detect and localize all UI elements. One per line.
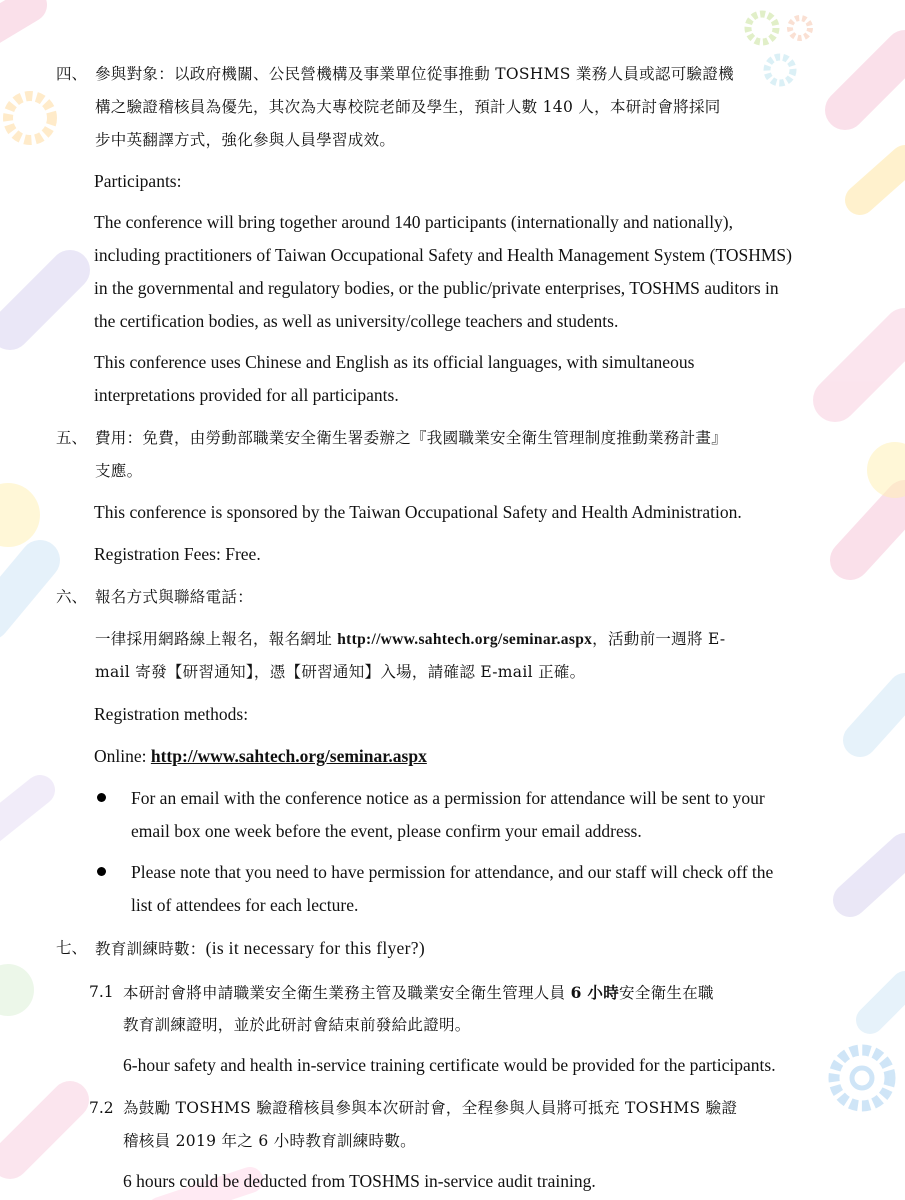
section-6-zh-line-1: [95, 623, 725, 656]
registration-url[interactable]: http://www.sahtech.org/seminar.aspx: [337, 631, 593, 648]
registration-methods-label: Registration methods:: [94, 704, 249, 724]
item-number: 7.2: [89, 1099, 114, 1117]
participants-para-line-3: in the governmental and regulatory bodies, or the public/private enterprises, TOSHMS auditors in: [94, 278, 779, 298]
item-7-2-en: 6 hours could be deducted from TOSHMS in-service audit training.: [123, 1171, 596, 1191]
item-7-1-zh-line-1: [123, 976, 714, 1010]
section-5-zh-line-2: 支應。: [95, 462, 143, 480]
zh-text: ，活動前一週將 E-: [592, 630, 726, 648]
section-6-zh-line-2: mail 寄發【研習通知】，憑【研習通知】入場，請確認 E-mail 正確。: [95, 663, 586, 681]
section-7-title: [95, 932, 425, 966]
bullet-icon: [97, 793, 106, 802]
item-7-2-zh-line-1: 為鼓勵 TOSHMS 驗證稽核員參與本次研討會，全程參與人員將可抵充 TOSHMS 驗證: [123, 1099, 738, 1117]
sponsor-text: This conference is sponsored by the Taiwan Occupational Safety and Health Administration.: [94, 502, 742, 522]
zh-text: 本研討會將申請職業安全衛生業務主管及職業安全衛生管理人員: [123, 984, 571, 1002]
online-line: [94, 740, 427, 773]
item-7-1-en: 6-hour safety and health in-service training certificate would be provided for the participants.: [123, 1055, 776, 1075]
section-4-zh-line-2: 構之驗證稽核員為優先，其次為大專校院老師及學生，預計人數 140 人，本研討會將採同: [95, 98, 721, 116]
section-5-zh-line-1: 費用：免費，由勞動部職業安全衛生署委辦之『我國職業安全衛生管理制度推動業務計畫』: [95, 429, 728, 447]
item-7-2-zh-line-2: 稽核員 2019 年之 6 小時教育訓練時數。: [123, 1132, 416, 1150]
online-url-link[interactable]: http://www.sahtech.org/seminar.aspx: [150, 746, 427, 766]
participants-para-line-4: the certification bodies, as well as university/college teachers and students.: [94, 311, 619, 331]
section-4-zh-line-3: 步中英翻譯方式，強化參與人員學習成效。: [95, 131, 396, 149]
bullet-icon: [97, 867, 106, 876]
online-label: Online:: [94, 746, 151, 766]
bullet-1-line-2: email box one week before the event, please confirm your email address.: [131, 821, 642, 841]
section-7-title-zh: 教育訓練時數：: [95, 940, 206, 958]
zh-bold-text: 6 小時: [570, 983, 620, 1002]
section-number: 七、: [56, 939, 88, 957]
bullet-2-line-2: list of attendees for each lecture.: [131, 895, 359, 915]
participants-para-line-1: The conference will bring together around 140 participants (internationally and nationally),: [94, 212, 734, 232]
section-4-zh-line-1: 參與對象：以政府機關、公民營機構及事業單位從事推動 TOSHMS 業務人員或認可驗證機: [95, 65, 734, 83]
language-para-line-2: interpretations provided for all participants.: [94, 385, 399, 405]
registration-fees: Registration Fees: Free.: [94, 544, 261, 564]
section-6-title: 報名方式與聯絡電話：: [95, 588, 254, 606]
zh-text: 安全衛生在職: [619, 984, 714, 1002]
item-number: 7.1: [89, 983, 114, 1001]
section-number: 四、: [56, 65, 88, 83]
bullet-2-line-1: Please note that you need to have permission for attendance, and our staff will check off the: [131, 862, 774, 882]
section-7-title-en: (is it necessary for this flyer?): [205, 938, 425, 958]
section-number: 五、: [56, 429, 88, 447]
bullet-1-line-1: For an email with the conference notice as a permission for attendance will be sent to your: [131, 788, 765, 808]
language-para-line-1: This conference uses Chinese and English as its official languages, with simultaneous: [94, 352, 695, 372]
participants-para-line-2: including practitioners of Taiwan Occupational Safety and Health Management System (TOSHMS): [94, 245, 792, 265]
section-number: 六、: [56, 588, 88, 606]
item-7-1-zh-line-2: 教育訓練證明，並於此研討會結束前發給此證明。: [123, 1016, 471, 1034]
zh-text: 一律採用網路線上報名，報名網址: [95, 630, 338, 648]
participants-label: Participants:: [94, 171, 182, 191]
